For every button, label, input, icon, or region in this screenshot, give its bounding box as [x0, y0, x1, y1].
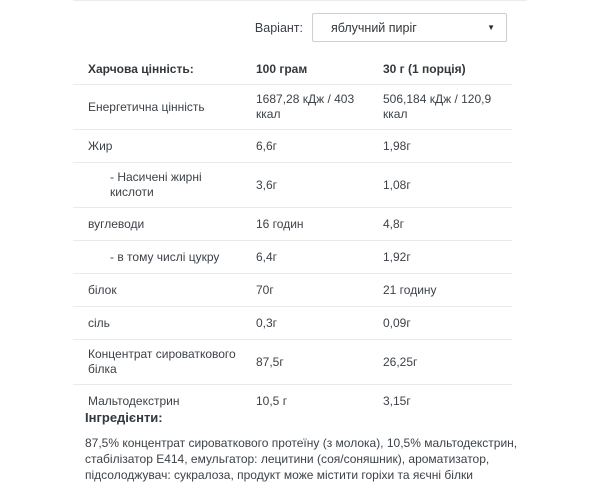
- row-portion-value: 0,09г: [383, 315, 411, 330]
- table-row: [73, 240, 512, 273]
- ingredients-text: 87,5% концентрат сироваткового протеїну (з молока), 10,5% мальтодекстрин, стабілізатор E414, емульгатор: лецитини (соя/соняшник), ароматизатор, підсолоджувач: сукралоза, продукт може містити горіхи та яєчні білки: [85, 436, 518, 482]
- row-portion-value: 21 годину: [383, 282, 437, 297]
- top-divider: [73, 0, 527, 1]
- row-portion-value: 3,15г: [383, 393, 411, 408]
- variant-selected-value: яблучний пиріг: [331, 20, 417, 35]
- row-per100-value: 6,6г: [256, 138, 278, 153]
- nutrition-table-header: [73, 55, 512, 84]
- row-label: Жир: [88, 138, 113, 153]
- table-row: [73, 129, 512, 162]
- row-per100-value: 1687,28 кДж / 403 ккал: [256, 92, 355, 121]
- chevron-down-icon: ▼: [487, 22, 495, 32]
- row-label: Енергетична цінність: [88, 99, 205, 114]
- row-label: білок: [88, 282, 117, 297]
- row-portion-value: 506,184 кДж / 120,9 ккал: [383, 92, 492, 121]
- row-portion-value: 1,92г: [383, 249, 411, 264]
- table-row: [73, 162, 512, 207]
- row-portion-value: 4,8г: [383, 216, 405, 231]
- row-per100-value: 3,6г: [256, 177, 278, 192]
- table-row: [73, 84, 512, 129]
- row-per100-value: 6,4г: [256, 249, 278, 264]
- ingredients-section: [85, 410, 537, 483]
- variant-label: Варіант:: [254, 20, 303, 35]
- row-portion-value: 26,25г: [383, 354, 418, 369]
- row-per100-value: 10,5 г: [256, 393, 288, 408]
- row-label: Концентрат сироваткового білка: [88, 347, 236, 376]
- table-row: [73, 306, 512, 339]
- row-label: Мальтодекстрин: [88, 393, 180, 408]
- row-per100-value: 0,3г: [256, 315, 278, 330]
- variant-row: [0, 13, 507, 42]
- row-label: вуглеводи: [88, 216, 145, 231]
- table-row: [73, 207, 512, 240]
- header-per-100g: 100 грам: [256, 61, 308, 76]
- variant-select[interactable]: [312, 13, 507, 42]
- row-label: сіль: [88, 315, 110, 330]
- nutrition-table: [73, 55, 512, 417]
- row-portion-value: 1,98г: [383, 138, 411, 153]
- table-row: [73, 273, 512, 306]
- row-per100-value: 70г: [256, 282, 274, 297]
- row-per100-value: 16 годин: [256, 216, 304, 231]
- row-portion-value: 1,08г: [383, 177, 411, 192]
- row-label: - Насичені жирні кислоти: [110, 170, 202, 199]
- row-label: - в тому числі цукру: [110, 249, 220, 264]
- row-per100-value: 87,5г: [256, 354, 284, 369]
- table-row: [73, 339, 512, 384]
- header-nutrition: Харчова цінність:: [88, 61, 194, 76]
- nutrition-table-body: [73, 84, 512, 417]
- ingredients-heading: Інгредієнти:: [85, 410, 163, 425]
- header-per-portion: 30 г (1 порція): [383, 61, 466, 76]
